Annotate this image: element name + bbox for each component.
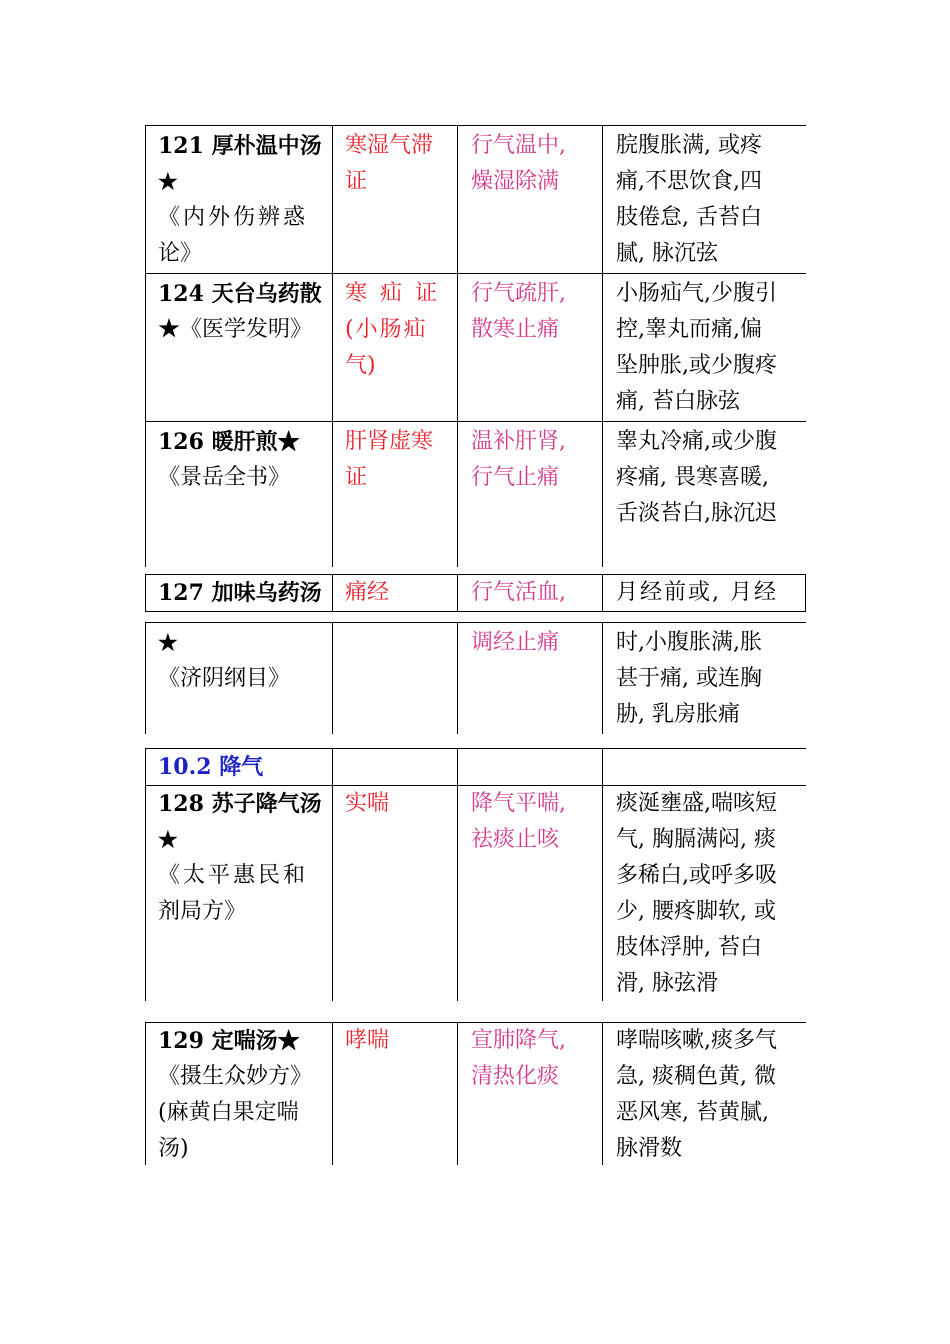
table-row — [145, 421, 806, 567]
symptoms: 少, 腰疼脚软, 或 — [616, 899, 776, 924]
effect: 散寒止痛 — [471, 317, 560, 342]
table-block-1 — [145, 125, 806, 567]
formula-source: 《摄生众妙方》 — [158, 1064, 313, 1089]
formula-source: 《太平惠民和 — [158, 863, 309, 888]
effect: 祛痰止咳 — [471, 827, 560, 852]
table-block-4 — [145, 748, 806, 1001]
symptoms: 痛,不思饮食,四 — [616, 169, 762, 194]
symptoms: 恶风寒, 苔黄腻, — [616, 1100, 769, 1125]
table-row — [145, 785, 806, 1001]
symptoms: 胁, 乳房胀痛 — [616, 702, 740, 727]
table-block-2 — [145, 574, 806, 612]
formula-name: 126 暖肝煎★ — [158, 429, 300, 455]
effect: 行气止痛 — [471, 465, 560, 490]
syndrome: 寒湿气滞 — [345, 133, 434, 158]
syndrome: 痛经 — [345, 580, 390, 605]
symptoms: 脘腹胀满, 或疼 — [616, 133, 762, 158]
syndrome: 气) — [345, 353, 376, 378]
symptoms: 小肠疝气,少腹引 — [616, 281, 777, 306]
formula-name: 129 定喘汤★ — [158, 1028, 300, 1054]
formula-name: 121 厚朴温中汤 — [158, 133, 322, 159]
effect: 降气平喘, — [471, 791, 566, 816]
star-mark: ★ — [158, 827, 178, 853]
syndrome: 哮喘 — [345, 1028, 390, 1053]
symptoms: 舌淡苔白,脉沉迟 — [616, 501, 777, 526]
formula-alias: (麻黄白果定喘 — [158, 1100, 299, 1125]
star-mark: ★ — [158, 630, 178, 656]
formula-source: 论》 — [158, 241, 203, 266]
table-row — [145, 574, 806, 612]
symptoms: 时,小腹胀满,胀 — [616, 630, 762, 655]
section-heading: 10.2 降气 — [158, 754, 264, 780]
symptoms: 多稀白,或呼多吸 — [616, 863, 777, 888]
symptoms: 肢体浮肿, 苔白 — [616, 935, 762, 960]
symptoms: 痰涎壅盛,喘咳短 — [616, 791, 777, 816]
syndrome: 证 — [345, 465, 368, 490]
formula-source: 《济阴纲目》 — [158, 666, 291, 691]
syndrome: 实喘 — [345, 791, 390, 816]
effect: 宣肺降气, — [471, 1028, 566, 1053]
symptoms: 控,睾丸而痛,偏 — [616, 317, 762, 342]
formula-source: 《内外伤辨惑 — [158, 205, 309, 230]
effect: 行气疏肝, — [471, 281, 566, 306]
symptoms: 睾丸冷痛,或少腹 — [616, 429, 777, 454]
symptoms: 坠肿胀,或少腹疼 — [616, 353, 777, 378]
star-mark: ★ — [158, 169, 178, 195]
formula-source: 剂局方》 — [158, 899, 247, 924]
table-row — [145, 1022, 806, 1165]
formula-source: ★《医学发明》 — [158, 317, 313, 342]
symptoms: 月经前或, 月经 — [616, 580, 778, 605]
symptoms: 痛, 苔白脉弦 — [616, 389, 740, 414]
effect: 调经止痛 — [471, 630, 560, 655]
table-block-3 — [145, 622, 806, 734]
formula-name: 127 加味乌药汤 — [158, 580, 322, 606]
symptoms: 肢倦怠, 舌苔白 — [616, 205, 762, 230]
symptoms: 脉滑数 — [616, 1136, 683, 1161]
table-row — [145, 622, 806, 734]
effect: 清热化痰 — [471, 1064, 560, 1089]
effect: 温补肝肾, — [471, 429, 566, 454]
syndrome: 证 — [345, 169, 368, 194]
symptoms: 哮喘咳嗽,痰多气 — [616, 1028, 777, 1053]
syndrome: 肝肾虚寒 — [345, 429, 434, 454]
syndrome: (小肠疝 — [345, 317, 428, 342]
table-block-5 — [145, 1022, 806, 1165]
formula-name: 124 天台乌药散 — [158, 281, 322, 307]
symptoms: 腻, 脉沉弦 — [616, 241, 718, 266]
formula-alias: 汤) — [158, 1136, 189, 1161]
effect: 行气活血, — [471, 580, 566, 605]
symptoms: 急, 痰稠色黄, 微 — [616, 1064, 776, 1089]
symptoms: 甚于痛, 或连胸 — [616, 666, 762, 691]
table-row — [145, 125, 806, 273]
syndrome: 寒 疝 证 — [345, 281, 440, 306]
table-row — [145, 273, 806, 421]
symptoms: 滑, 脉弦滑 — [616, 971, 718, 996]
section-row — [145, 748, 806, 785]
symptoms: 疼痛, 畏寒喜暖, — [616, 465, 769, 490]
effect: 行气温中, — [471, 133, 566, 158]
symptoms: 气, 胸膈满闷, 痰 — [616, 827, 776, 852]
formula-name: 128 苏子降气汤 — [158, 791, 322, 817]
effect: 燥湿除满 — [471, 169, 560, 194]
formula-source: 《景岳全书》 — [158, 465, 291, 490]
